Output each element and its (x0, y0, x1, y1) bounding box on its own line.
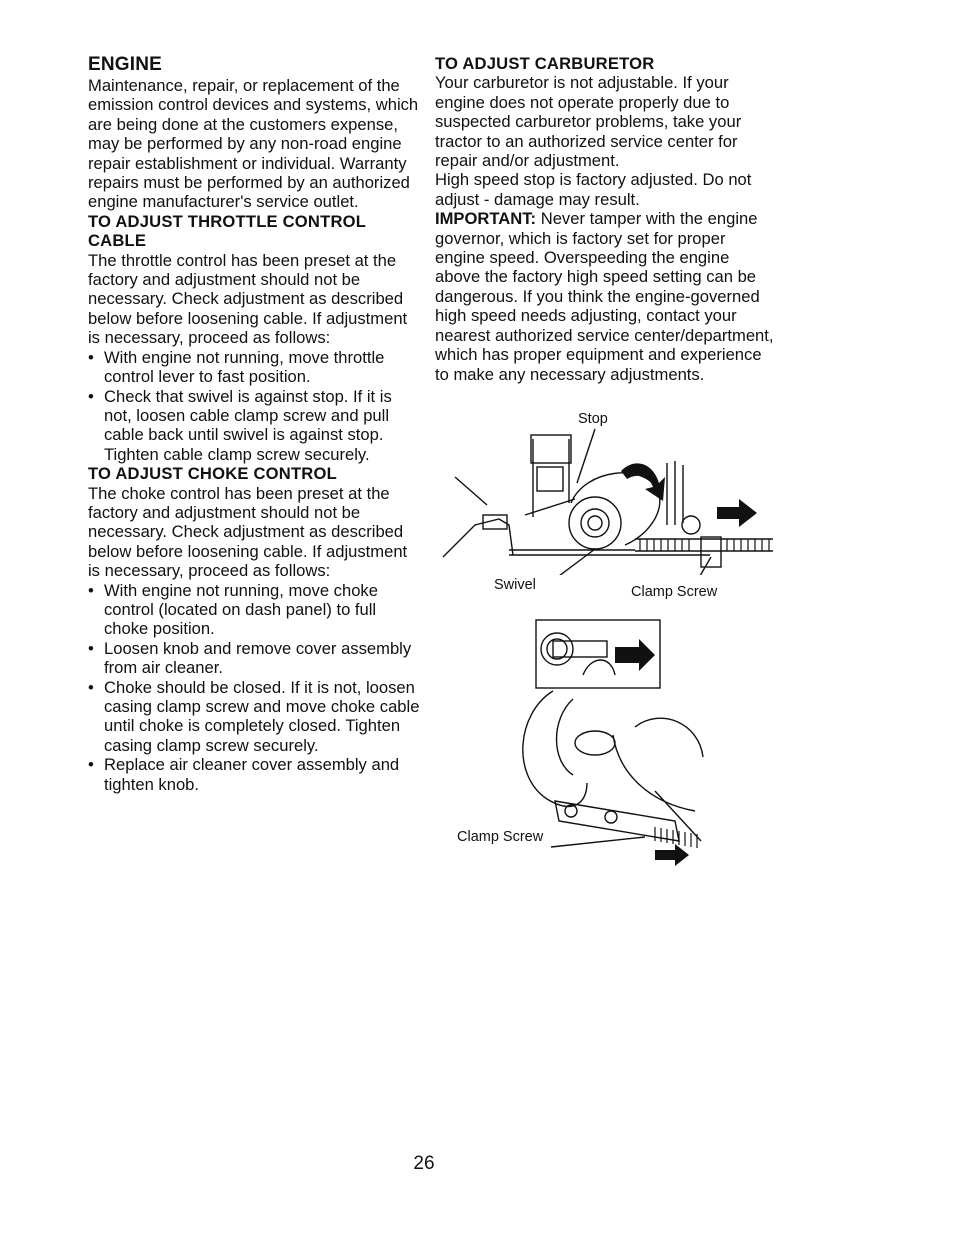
clamp-screw-label: Clamp Screw (631, 584, 718, 600)
swivel-label: Swivel (494, 577, 536, 593)
choke-step: • Choke should be closed. If it is not, loosen casing clamp screw and move choke cable until choke is completely closed. Tighten casing clamp screw securely. (88, 678, 423, 756)
carburetor-heading: TO ADJUST CARBURETOR (435, 54, 655, 73)
high-speed-note: High speed stop is factory adjusted. Do not adjust - damage may result. (435, 170, 752, 209)
throttle-step: • Check that swivel is against stop. If it is not, loosen cable clamp screw and pull cable back until swivel is against stop. Tighten cable clamp screw securely. (88, 387, 423, 465)
stop-label: Stop (578, 411, 608, 427)
throttle-linkage-illustration (435, 405, 775, 575)
choke-steps (88, 581, 423, 794)
throttle-body: The throttle control has been preset at the factory and adjustment should not be necessary. Check adjustment as described below before loosening cable. If adjustment is necessary, proceed as follows: (88, 250, 408, 348)
throttle-heading: TO ADJUST THROTTLE CONTROL CABLE (88, 211, 366, 251)
important-body: Never tamper with the engine governor, which is factory set for proper engine speed. Overspeeding the engine above the factory high speed setting can be dangerous. If you think the engine-governed high speed needs adjusting, contact your nearest authorized service center/department, which has proper equipment and experience to make any necessary adjustments. (435, 209, 774, 384)
throttle-figure (435, 405, 775, 605)
choke-body: The choke control has been preset at the factory and adjustment should not be necessary. Check adjustment as described below before loosening cable. If adjustment is necessary, proceed as follows: (88, 483, 408, 581)
throttle-steps (88, 348, 423, 464)
choke-illustration (455, 615, 755, 870)
choke-clamp-screw-label: Clamp Screw (457, 829, 544, 845)
important-label: IMPORTANT: (435, 209, 537, 229)
choke-step: • Replace air cleaner cover assembly and tighten knob. (88, 755, 423, 794)
choke-step: • Loosen knob and remove cover assembly from air cleaner. (88, 639, 423, 678)
right-column (435, 54, 775, 384)
choke-figure (455, 615, 755, 870)
choke-heading: TO ADJUST CHOKE CONTROL (88, 464, 337, 484)
engine-body: Maintenance, repair, or replacement of the emission control devices and systems, which are being done at the customers expense, may be performed by any non-road engine repair establishment or individual. Warranty repairs must be performed by an authorized engine manufacturer's service outlet. (88, 76, 419, 212)
choke-step: • With engine not running, move choke control (located on dash panel) to full choke position. (88, 581, 423, 639)
throttle-step: • With engine not running, move throttle control lever to fast position. (88, 348, 423, 387)
carburetor-body: Your carburetor is not adjustable. If your engine does not operate properly due to suspected carburetor problems, take your tractor to an authorized service center for repair and/or adjustment. (435, 73, 742, 171)
engine-heading: ENGINE (88, 54, 163, 75)
important-note (435, 209, 775, 384)
page-number: 26 (413, 1153, 435, 1174)
left-column (88, 54, 423, 794)
